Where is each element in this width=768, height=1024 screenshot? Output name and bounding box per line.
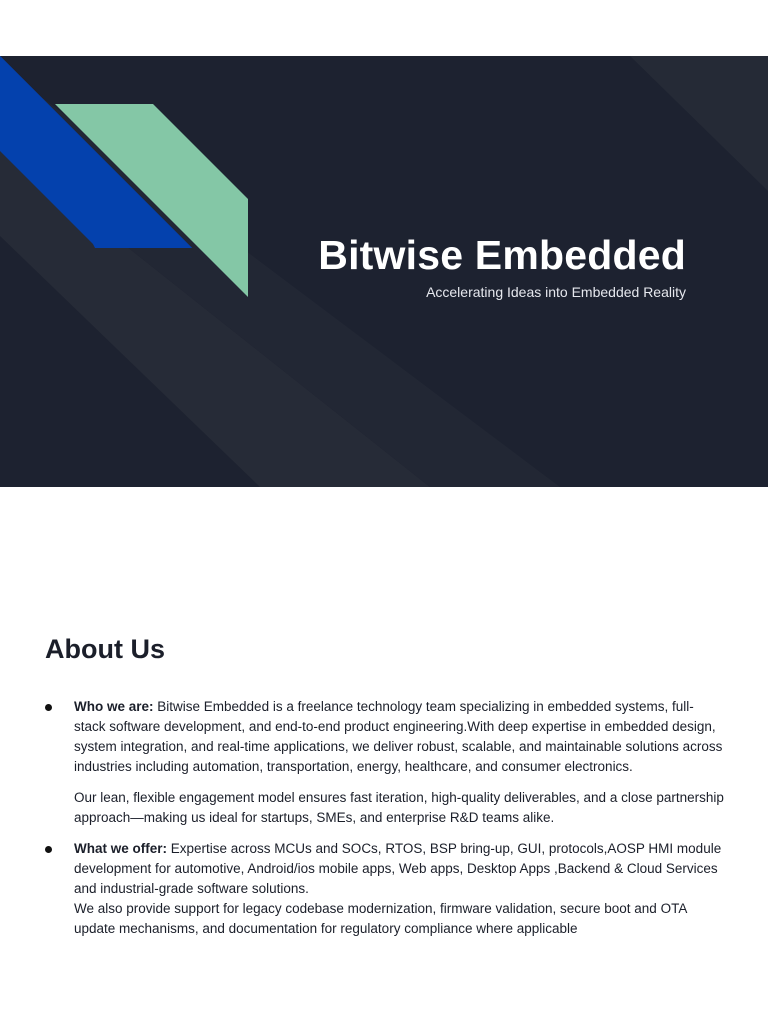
dark-corner-shape	[630, 56, 768, 191]
who-we-are-label: Who we are:	[74, 699, 154, 714]
hero-banner	[0, 56, 768, 487]
about-title: About Us	[45, 634, 165, 664]
what-we-offer-text: Expertise across MCUs and SOCs, RTOS, BSP bring-up, GUI, protocols,AOSP HMI module development for automotive, Android/ios mobile apps, Web apps, Desktop Apps ,Backend & Cloud Services and industrial-grade software solutions.	[74, 841, 722, 896]
who-we-are-text: Bitwise Embedded is a freelance technology team specializing in embedded systems, full-stack software development, and end-to-end product engineering.With deep expertise in embedded design, system integration, and real-time applications, we deliver robust, scalable, and maintainable solutions across industries including automation, transportation, energy, healthcare, and consumer electronics.	[74, 699, 723, 774]
about-list	[45, 697, 725, 950]
what-we-offer-paragraph	[74, 839, 725, 899]
hero-subtitle: Accelerating Ideas into Embedded Reality	[426, 284, 686, 300]
who-we-are-paragraph	[74, 697, 725, 777]
list-item-who-we-are	[45, 697, 725, 828]
support-paragraph: We also provide support for legacy codebase modernization, firmware validation, secure boot and OTA update mechanisms, and documentation for regulatory compliance where applicable	[74, 901, 687, 936]
hero-title: Bitwise Embedded	[318, 232, 686, 278]
bullet-icon	[45, 846, 52, 853]
bullet-icon	[45, 704, 52, 711]
what-we-offer-label: What we offer:	[74, 841, 167, 856]
list-item-what-we-offer	[45, 839, 725, 939]
engagement-model-paragraph: Our lean, flexible engagement model ensures fast iteration, high-quality deliverables, and a close partnership approach—making us ideal for startups, SMEs, and enterprise R&D teams alike.	[74, 790, 724, 825]
